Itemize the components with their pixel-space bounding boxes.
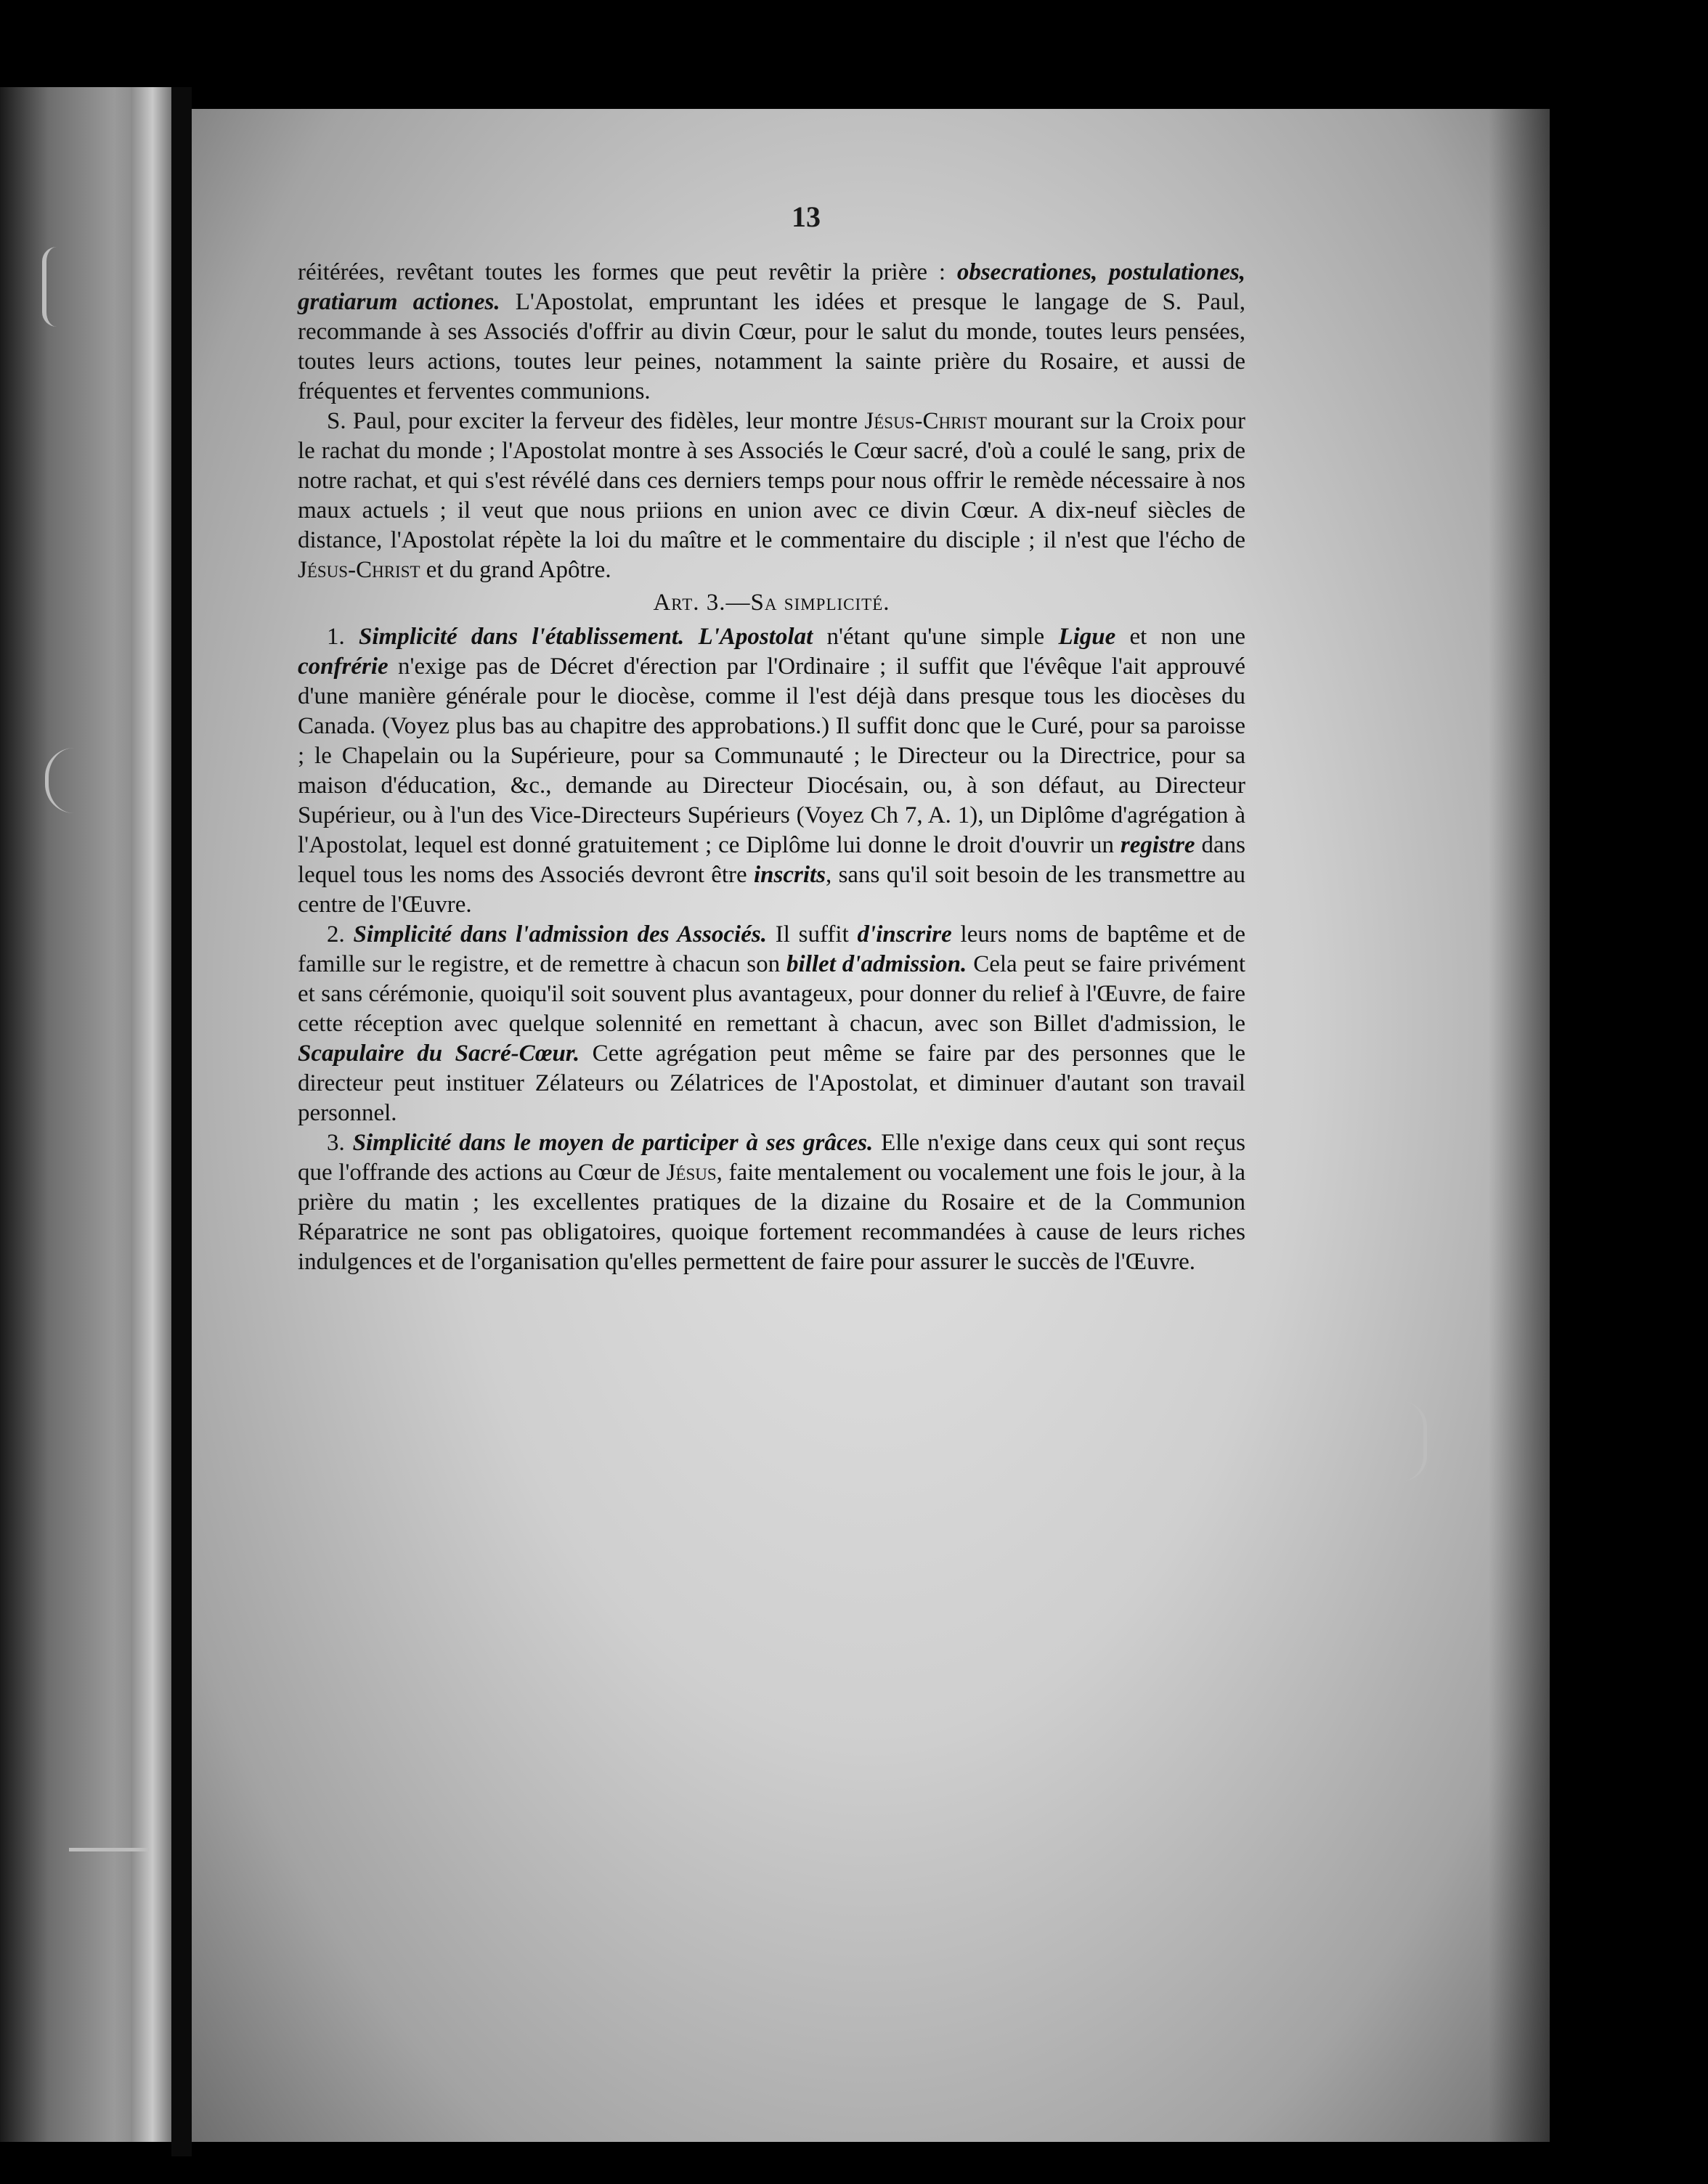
item-number: 1. [327, 624, 359, 650]
item-number: 2. [327, 921, 354, 948]
italic-term: Ligue [1058, 624, 1116, 650]
item-title: Simplicité dans le moyen de participer à ses grâces. [352, 1130, 874, 1156]
margin-mark [69, 1848, 149, 1851]
latin-quote: obsecrationes, postulationes, gratiarum actiones. [298, 259, 1245, 315]
text-run: réitérées, revêtant toutes les formes que peut revêtir la prière : [298, 259, 957, 285]
text-run [684, 624, 698, 650]
paragraph [298, 258, 1245, 407]
italic-term: registre [1120, 832, 1195, 858]
book-gutter [171, 87, 192, 2156]
text-run: L'Apostolat, empruntant les idées et presque le langage de S. Paul, recommande à ses Associés d'offrir au divin Cœur, pour le salut du monde, toutes leurs pensées, toutes leurs actions, toutes leur peines, notamment la sainte prière du Rosaire, et aussi de fréquentes et ferventes communions. [298, 289, 1245, 404]
small-caps-name: Jésus-Christ [864, 408, 987, 434]
italic-term: billet d'admission. [786, 951, 967, 977]
paragraph [298, 622, 1245, 920]
body-text [298, 258, 1245, 1277]
text-run: Cette agrégation peut même se faire par des personnes que le directeur peut instituer Zélateurs ou Zélatrices de l'Apostolat, et diminuer d'autant son travail personnel. [298, 1040, 1246, 1126]
text-run: S. Paul, pour exciter la ferveur des fidèles, leur montre [327, 408, 865, 434]
text-run: n'étant qu'une simple [813, 624, 1059, 650]
page-number: 13 [792, 200, 821, 233]
text-run: Elle n'exige dans ceux qui sont reçus que l'offrande des actions au Cœur de [298, 1130, 1245, 1186]
facing-page-margin [131, 87, 174, 2142]
text-run: Cela peut se faire privément et sans cérémonie, quoiqu'il soit souvent plus avantageux, pour donner du relief à l'Œuvre, de faire cette réception avec quelque solennité en remettant à chacun, avec son Billet d'admission, le [298, 951, 1245, 1037]
page-shadow [1489, 109, 1576, 2142]
item-title: Simplicité dans l'établissement. [359, 624, 685, 650]
text-run: et du grand Apôtre. [420, 557, 611, 583]
small-caps-name: Jésus-Christ [298, 557, 420, 583]
text-run: dans lequel tous les noms des Associés devront être [298, 832, 1245, 888]
italic-term: Scapulaire du Sacré-Cœur. [298, 1040, 580, 1067]
italic-term: L'Apostolat [698, 624, 813, 650]
italic-term: inscrits [753, 862, 826, 888]
text-run: et non une [1115, 624, 1246, 650]
section-heading: Art. 3.—Sa simplicité. [653, 590, 890, 616]
small-caps-name: Jésus [666, 1160, 717, 1186]
margin-mark [42, 247, 64, 327]
text-run: leurs noms de baptême et de famille sur le registre, et de remettre à chacun son [298, 921, 1246, 977]
text-run: mourant sur la Croix pour le rachat du monde ; l'Apostolat montre à ses Associés le Cœur sacré, d'où a coulé le sang, prix de notre rachat, et qui s'est révélé dans ces derniers temps pour nous offrir le remède nécessaire à nos maux actuels ; il veut que nous priions en union avec ce divin Cœur. A dix-neuf siècles de distance, l'Apostolat répète la loi du maître et le commentaire du disciple ; il n'est que l'écho de [298, 408, 1245, 553]
text-run: n'exige pas de Décret d'érection par l'Ordinaire ; il suffit que l'évêque l'ait approuvé d'une manière générale pour le diocèse, comme il l'est déjà dans presque tous les diocèses du Canada. (Voyez plus bas au chapitre des approbations.) Il suffit donc que le Curé, pour sa paroisse ; le Chapelain ou la Supérieure, pour sa Communauté ; le Directeur ou la Directrice, pour sa maison d'éducation, &c., demande au Directeur Diocésain, ou, à son défaut, au Directeur Supérieur, ou à l'un des Vice-Directeurs Supérieurs (Voyez Ch 7, A. 1), un Diplôme d'agrégation à l'Apostolat, lequel est donné gratuitement ; ce Diplôme lui donne le droit d'ouvrir un [298, 653, 1245, 858]
text-run: , sans qu'il soit besoin de les transmettre au centre de l'Œuvre. [298, 862, 1246, 918]
item-title: Simplicité dans l'admission des Associés. [353, 921, 767, 948]
paragraph [298, 1128, 1245, 1277]
italic-term: confrérie [298, 653, 389, 680]
item-number: 3. [327, 1130, 353, 1156]
text-run: Il suffit [766, 921, 858, 948]
paragraph [298, 407, 1245, 585]
paragraph [298, 920, 1245, 1128]
italic-term: d'inscrire [857, 921, 952, 948]
text-run: , faite mentalement ou vocalement une fois le jour, à la prière du matin ; les excellentes pratiques de la dizaine du Rosaire et de la Communion Réparatrice ne sont pas obligatoires, quoique fortement recommandées à cause de leurs riches indulgences et de l'organisation qu'elles permettent de faire pour assurer le succès de l'Œuvre. [298, 1160, 1246, 1275]
